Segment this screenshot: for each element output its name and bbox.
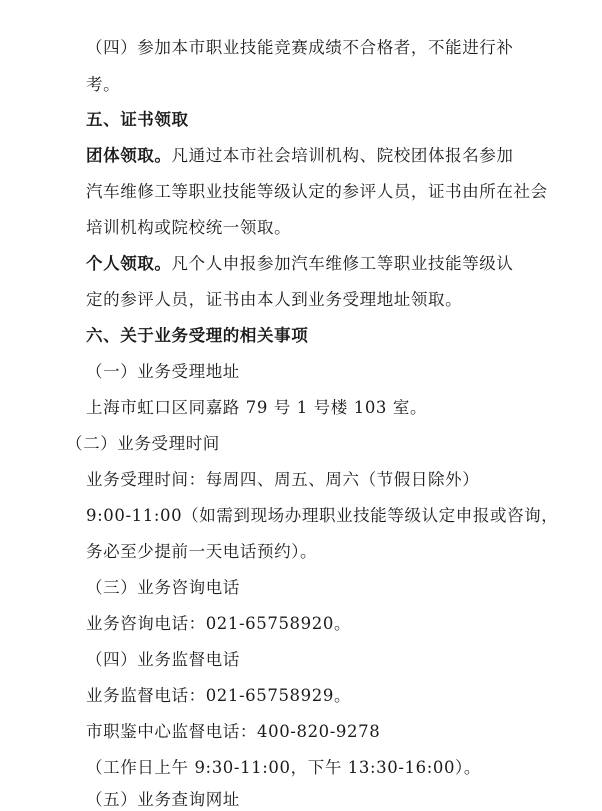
paragraph-line xyxy=(86,145,514,167)
paragraph-line: （四）参加本市职业技能竞赛成绩不合格者，不能进行补 xyxy=(86,38,514,57)
paragraph-line: 培训机构或院校统一领取。 xyxy=(86,218,292,237)
paragraph-line: 9:00-11:00（如需到现场办理职业技能等级认定申报或咨询， xyxy=(86,506,559,525)
bold-lead: 个人领取。 xyxy=(86,254,172,273)
section-heading: 六、关于业务受理的相关事项 xyxy=(86,326,309,345)
paragraph-line: 业务监督电话：021-65758929。 xyxy=(86,686,352,705)
section-heading: 五、证书领取 xyxy=(86,110,189,129)
paragraph-line: 业务咨询电话：021-65758920。 xyxy=(86,614,352,633)
subheading: （五）业务查询网址 xyxy=(86,790,240,809)
paragraph-line: 上海市虹口区同嘉路 79 号 1 号楼 103 室。 xyxy=(86,398,428,417)
paragraph-line: 业务受理时间：每周四、周五、周六（节假日除外） xyxy=(86,470,480,489)
paragraph-line: 务必至少提前一天电话预约）。 xyxy=(86,542,318,561)
subheading: （二）业务受理时间 xyxy=(66,434,220,453)
paragraph-line xyxy=(86,253,514,275)
paragraph-text: 凡个人申报参加汽车维修工等职业技能等级认 xyxy=(171,254,514,273)
paragraph-line: （工作日上午 9:30-11:00，下午 13:30-16:00）。 xyxy=(86,758,481,777)
subheading: （一）业务受理地址 xyxy=(86,362,240,381)
paragraph-line: 汽车维修工等职业技能等级认定的参评人员，证书由所在社会 xyxy=(86,182,548,201)
paragraph-line: 定的参评人员，证书由本人到业务受理地址领取。 xyxy=(86,290,463,309)
paragraph-line: 考。 xyxy=(86,75,121,94)
bold-lead: 团体领取。 xyxy=(86,146,172,165)
paragraph-line: 市职鉴中心监督电话：400-820-9278 xyxy=(86,722,381,741)
subheading: （四）业务监督电话 xyxy=(86,650,240,669)
subheading: （三）业务咨询电话 xyxy=(86,578,240,597)
paragraph-text: 凡通过本市社会培训机构、院校团体报名参加 xyxy=(171,146,514,165)
